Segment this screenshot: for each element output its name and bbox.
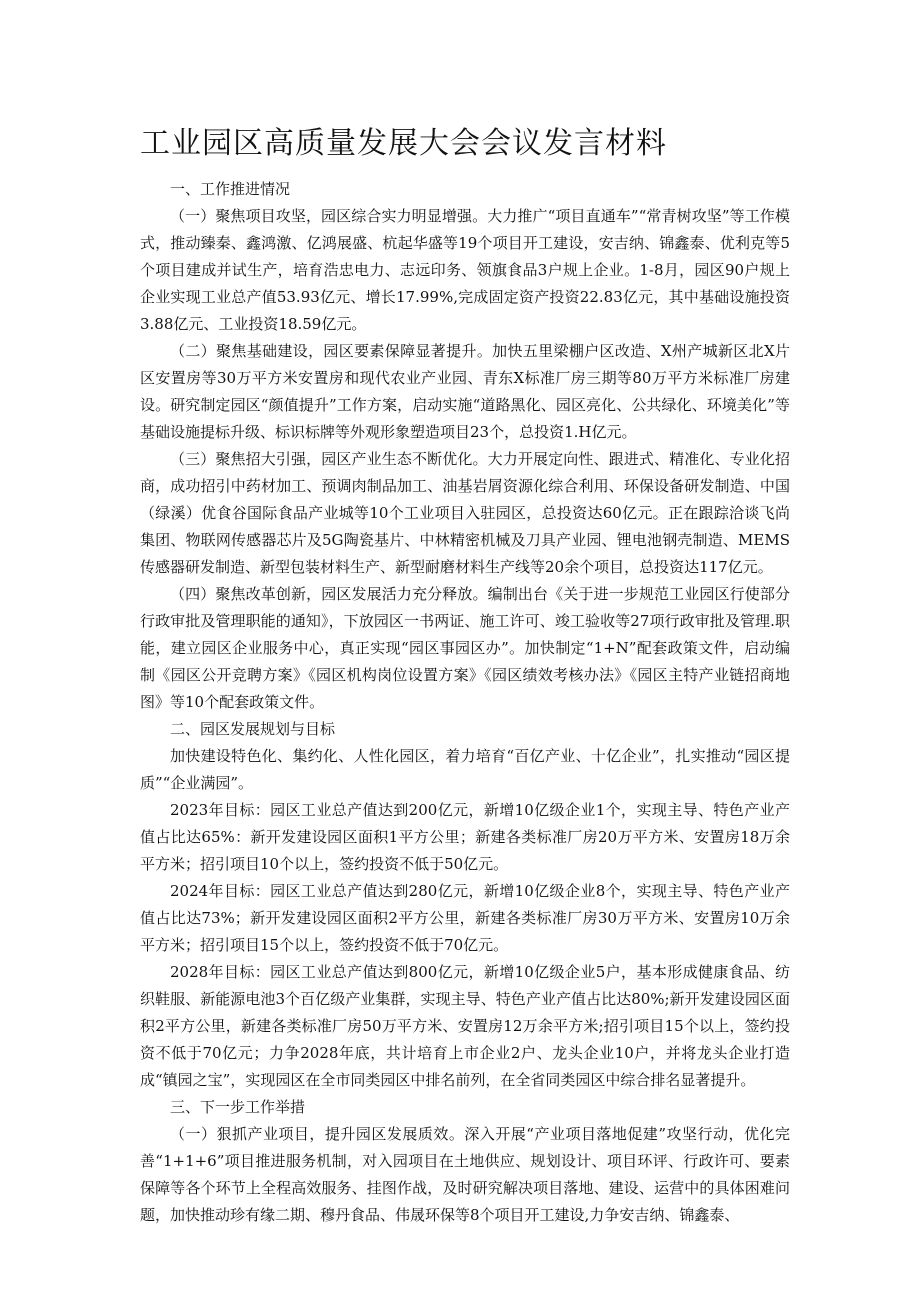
- paragraph: 2024年目标：园区工业总产值达到280亿元，新增10亿级企业8个，实现主导、特色产业产值占比达73%；新开发建设园区面积2平方公里，新建各类标准厂房30万平方米、安置房10万余平方米；招引项目15个以上，签约投资不低于70亿元。: [140, 882, 790, 954]
- paragraph: （一）狠抓产业项目，提升园区发展质效。深入开展“产业项目落地促建”攻坚行动，优化完善“1+1+6”项目推进服务机制，对入园项目在土地供应、规划设计、项目环评、行政许可、要素保障等各个环节上全程高效服务、挂图作战，及时研究解决项目落地、建设、运营中的具体困难问题，加快推动珍有缘二期、穆丹食品、伟晟环保等8个项目开工建设,力争安吉纳、锦鑫泰、: [140, 1125, 790, 1224]
- paragraph: 加快建设特色化、集约化、人性化园区，着力培育“百亿产业、十亿企业”，扎实推动“园区提质”“企业满园”。: [140, 747, 790, 792]
- section-heading-2: 二、园区发展规划与目标: [170, 720, 336, 738]
- section-heading-3: 三、下一步工作举措: [170, 1098, 306, 1116]
- document-body: [140, 176, 790, 1229]
- paragraph: （一）聚焦项目攻坚，园区综合实力明显增强。大力推广“项目直通车”“常青树攻坚”等工作模式，推动臻秦、鑫鸿激、亿鸿展盛、杭起华盛等19个项目开工建设，安吉纳、锦鑫泰、优利克等5个项目建成并试生产，培育浩忠电力、志远印务、领旗食品3户规上企业。1-8月，园区90户规上企业实现工业总产值53.93亿元、增长17.99%,完成固定资产投资22.83亿元，其中基础设施投资3.88亿元、工业投资18.59亿元。: [140, 207, 790, 333]
- paragraph: （三）聚焦招大引强，园区产业生态不断优化。大力开展定向性、跟进式、精准化、专业化招商，成功招引中药材加工、预调肉制品加工、油基岩屑资源化综合利用、环保设备研发制造、中国（绿溪）优食谷国际食品产业城等10个工业项目入驻园区，总投资达60亿元。正在跟踪洽谈飞尚集团、物联网传感器芯片及5G陶瓷基片、中林精密机械及刀具产业园、锂电池钢壳制造、MEMS传感器研发制造、新型包装材料生产、新型耐磨材料生产线等20余个项目，总投资达117亿元。: [140, 450, 790, 576]
- paragraph: （四）聚焦改革创新，园区发展活力充分释放。编制出台《关于进一步规范工业园区行使部分行政审批及管理职能的通知》，下放园区一书两证、施工许可、竣工验收等27项行政审批及管理.职能，建立园区企业服务中心，真正实现“园区事园区办”。加快制定“1+N”配套政策文件，启动编制《园区公开竞聘方案》《园区机构岗位设置方案》《园区绩效考核办法》《园区主特产业链招商地图》等10个配套政策文件。: [140, 585, 790, 711]
- document-title: 工业园区高质量发展大会会议发言材料: [140, 126, 667, 161]
- paragraph: 2028年目标：园区工业总产值达到800亿元，新增10亿级企业5户，基本形成健康食品、纺织鞋服、新能源电池3个百亿级产业集群，实现主导、特色产业产值占比达80%;新开发建设园区面积2平方公里，新建各类标准厂房50万平方米、安置房12万余平方米;招引项目15个以上，签约投资不低于70亿元；力争2028年底，共计培育上市企业2户、龙头企业10户，并将龙头企业打造成“镇园之宝”，实现园区在全市同类园区中排名前列，在全省同类园区中综合排名显著提升。: [140, 963, 790, 1089]
- paragraph: （二）聚焦基础建设，园区要素保障显著提升。加快五里梁棚户区改造、X州产城新区北X片区安置房等30万平方米安置房和现代农业产业园、青东X标准厂房三期等80万平方米标准厂房建设。研究制定园区“颜值提升”工作方案，启动实施“道路黑化、园区亮化、公共绿化、环境美化”等基础设施提标升级、标识标牌等外观形象塑造项目23个，总投资1.H亿元。: [140, 342, 790, 441]
- paragraph: 2023年目标：园区工业总产值达到200亿元，新增10亿级企业1个，实现主导、特色产业产值占比达65%：新开发建设园区面积1平方公里；新建各类标准厂房20万平方米、安置房18万余平方米；招引项目10个以上，签约投资不低于50亿元。: [140, 801, 790, 873]
- section-heading-1: 一、工作推进情况: [170, 180, 291, 198]
